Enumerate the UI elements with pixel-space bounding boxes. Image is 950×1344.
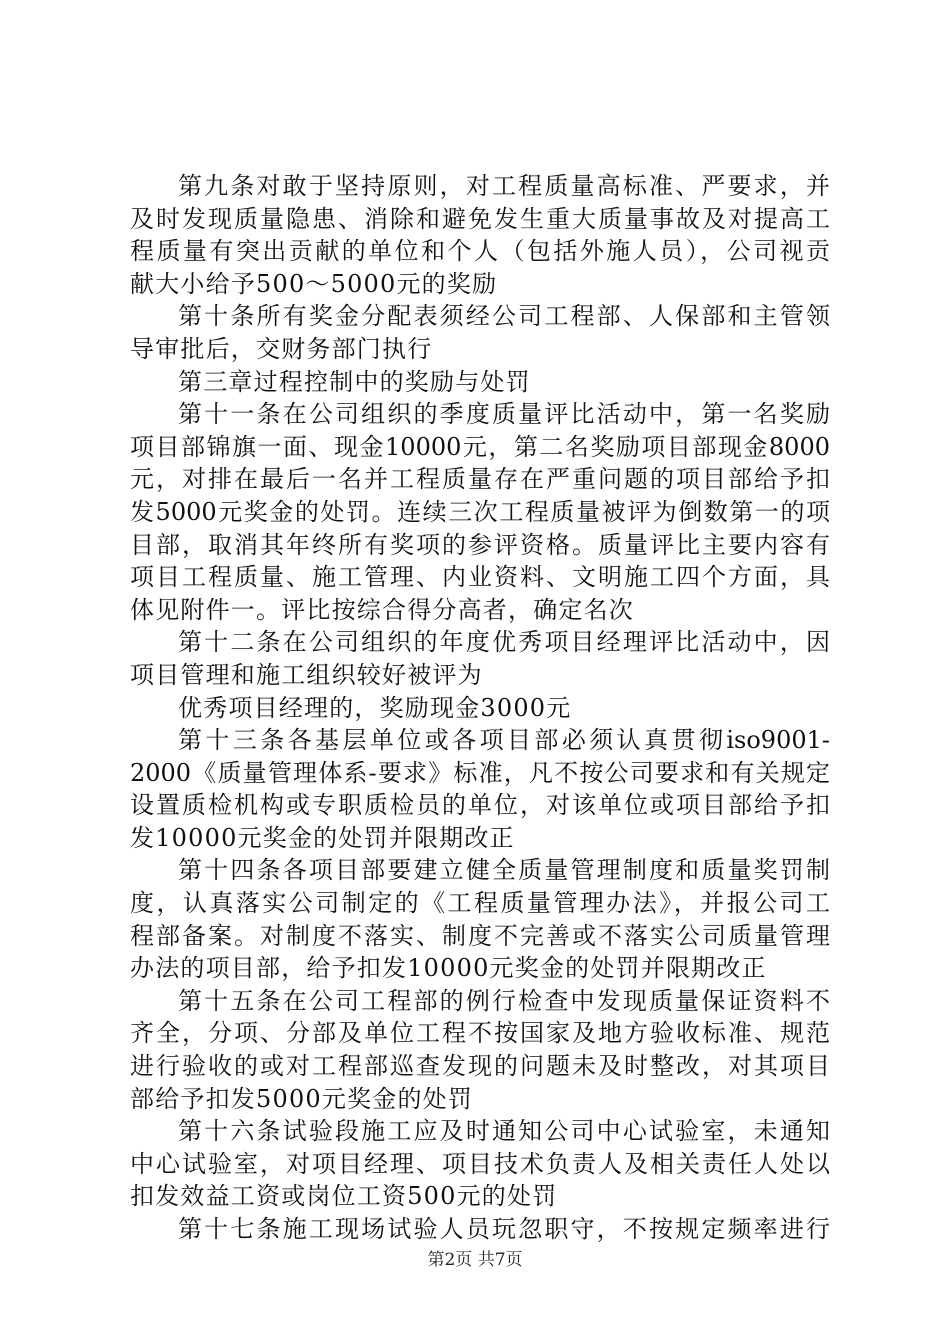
body-text-line: 中心试验室，对项目经理、项目技术负责人及相关责任人处以 xyxy=(130,1149,830,1178)
body-text-line: 献大小给予500～5000元的奖励 xyxy=(130,269,498,298)
body-text-line: 发10000元奖金的处罚并限期改正 xyxy=(130,823,515,852)
body-text-line: 程质量有突出贡献的单位和个人（包括外施人员），公司视贡 xyxy=(130,237,830,266)
document-body xyxy=(130,170,830,1246)
body-text-line: 办法的项目部，给予扣发10000元奖金的处罚并限期改正 xyxy=(130,954,767,983)
body-text-line: 导审批后，交财务部门执行 xyxy=(130,334,433,363)
body-text-line: 第十五条在公司工程部的例行检查中发现质量保证资料不 xyxy=(178,986,830,1015)
body-text-line: 第三章过程控制中的奖励与处罚 xyxy=(178,367,531,396)
page-footer: 第2页 共7页 xyxy=(427,1250,523,1270)
body-text-line: 目部，取消其年终所有奖项的参评资格。质量评比主要内容有 xyxy=(130,530,830,559)
body-text-line: 第十条所有奖金分配表须经公司工程部、人保部和主管领 xyxy=(178,302,830,331)
body-text-line: 进行验收的或对工程部巡查发现的问题未及时整改，对其项目 xyxy=(130,1052,830,1081)
body-text-line: 第十四条各项目部要建立健全质量管理制度和质量奖罚制 xyxy=(178,856,830,885)
body-text-line: 齐全，分项、分部及单位工程不按国家及地方验收标准、规范 xyxy=(130,1019,830,1048)
body-text-line: 第十七条施工现场试验人员玩忽职守，不按规定频率进行 xyxy=(178,1215,830,1243)
body-text-line: 第十三条各基层单位或各项目部必须认真贯彻iso9001- xyxy=(178,726,830,755)
body-text-line: 优秀项目经理的，奖励现金3000元 xyxy=(178,693,572,722)
body-text-line: 第十一条在公司组织的季度质量评比活动中，第一名奖励 xyxy=(178,400,830,429)
body-text-line: 扣发效益工资或岗位工资500元的处罚 xyxy=(130,1182,558,1211)
body-text-line: 设置质检机构或专职质检员的单位，对该单位或项目部给予扣 xyxy=(130,791,830,820)
body-text-line: 体见附件一。评比按综合得分高者，确定名次 xyxy=(130,595,634,624)
body-text-line: 2000《质量管理体系-要求》标准，凡不按公司要求和有关规定 xyxy=(130,758,830,787)
body-text-line: 度，认真落实公司制定的《工程质量管理办法》，并报公司工 xyxy=(130,889,830,918)
body-text-line: 第九条对敢于坚持原则，对工程质量高标准、严要求，并 xyxy=(178,172,830,200)
body-text-line: 项目部锦旗一面、现金10000元，第二名奖励项目部现金8000 xyxy=(130,432,830,461)
body-text-line: 程部备案。对制度不落实、制度不完善或不落实公司质量管理 xyxy=(130,921,830,950)
body-text-line: 第十六条试验段施工应及时通知公司中心试验室，未通知 xyxy=(178,1117,830,1146)
body-text-line: 项目管理和施工组织较好被评为 xyxy=(130,660,483,689)
body-text-line: 及时发现质量隐患、消除和避免发生重大质量事故及对提高工 xyxy=(130,204,830,233)
body-text-line: 元，对排在最后一名并工程质量存在严重问题的项目部给予扣 xyxy=(130,465,830,494)
body-text-line: 发5000元奖金的处罚。连续三次工程质量被评为倒数第一的项 xyxy=(130,497,830,526)
body-text-line: 项目工程质量、施工管理、内业资料、文明施工四个方面，具 xyxy=(130,563,830,592)
body-text-line: 部给予扣发5000元奖金的处罚 xyxy=(130,1084,474,1113)
body-text-line: 第十二条在公司组织的年度优秀项目经理评比活动中，因 xyxy=(178,628,830,657)
